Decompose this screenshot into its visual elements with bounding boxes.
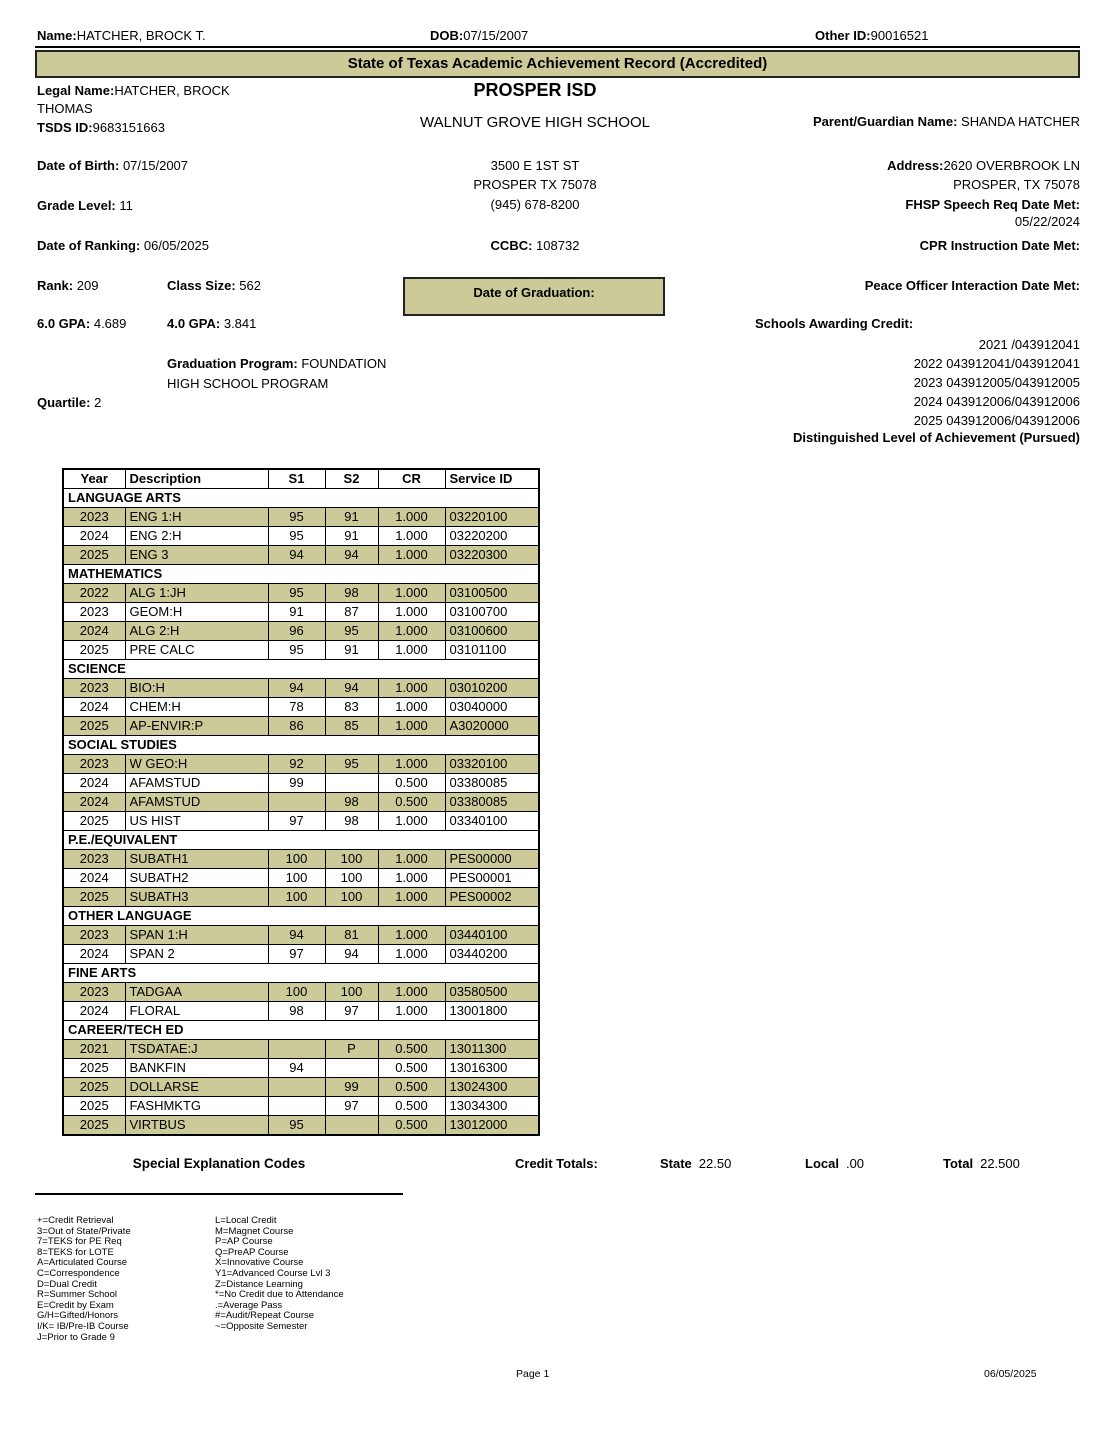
gpa4-label: 4.0 GPA:: [167, 316, 224, 331]
course-row: 2024 AFAMSTUD 99 0.500 03380085: [63, 774, 539, 793]
peace-officer-label: Peace Officer Interaction Date Met:: [864, 278, 1080, 293]
course-row: 2024 FLORAL 98 97 1.000 13001800: [63, 1002, 539, 1021]
course-row: 2024 CHEM:H 78 83 1.000 03040000: [63, 698, 539, 717]
course-row: 2025 FASHMKTG 97 0.500 13034300: [63, 1097, 539, 1116]
code-item: E=Credit by Exam: [37, 1299, 114, 1311]
col-s2: S2: [325, 469, 378, 489]
dob-value: 07/15/2007: [463, 28, 529, 43]
class-size-block: [167, 278, 261, 293]
home-address-label: Address:: [887, 158, 944, 173]
course-table-header: [63, 469, 539, 489]
code-item: #=Audit/Repeat Course: [215, 1310, 315, 1322]
credit-totals-label: Credit Totals:: [515, 1156, 598, 1171]
state-label: State: [660, 1156, 692, 1171]
course-row: 2025 SUBATH3 100 100 1.000 PES00002: [63, 888, 539, 907]
school-credit-line: 2022 043912041/043912041: [913, 356, 1080, 371]
course-row: 2024 SPAN 2 97 94 1.000 03440200: [63, 945, 539, 964]
name-value: HATCHER, BROCK T.: [76, 28, 206, 43]
course-row: 2025 VIRTBUS 95 0.500 13012000: [63, 1116, 539, 1136]
code-item: L=Local Credit: [215, 1215, 277, 1226]
tsds-id-block: [37, 120, 165, 135]
birth-date-value: 07/15/2007: [122, 158, 189, 173]
course-row: 2023 BIO:H 94 94 1.000 03010200: [63, 679, 539, 698]
codes-divider: [35, 1193, 403, 1195]
dob-line: [430, 28, 528, 43]
local-label: Local: [805, 1156, 839, 1171]
col-s1: S1: [268, 469, 325, 489]
course-row: 2024 ENG 2:H 95 91 1.000 03220200: [63, 527, 539, 546]
schools-awarding-label: Schools Awarding Credit:: [755, 316, 914, 331]
codes-title: Special Explanation Codes: [132, 1156, 306, 1171]
school-address-1: 3500 E 1ST ST: [490, 158, 580, 173]
course-row: 2025 ENG 3 94 94 1.000 03220300: [63, 546, 539, 565]
total-label: Total: [943, 1156, 974, 1171]
codes-left: [37, 1216, 131, 1343]
course-row: 2024 ALG 2:H 96 95 1.000 03100600: [63, 622, 539, 641]
col-cr: CR: [378, 469, 445, 489]
ranking-date-value: 06/05/2025: [143, 238, 209, 253]
category-row: OTHER LANGUAGE: [63, 907, 539, 926]
course-row: 2023 TADGAA 100 100 1.000 03580500: [63, 983, 539, 1002]
parent-guardian-label: Parent/Guardian Name:: [812, 114, 962, 129]
course-row: 2023 GEOM:H 91 87 1.000 03100700: [63, 603, 539, 622]
local-credit-total: [805, 1156, 864, 1171]
legal-name-label: Legal Name:: [37, 83, 115, 98]
course-row: 2025 US HIST 97 98 1.000 03340100: [63, 812, 539, 831]
category-row: P.E./EQUIVALENT: [63, 831, 539, 850]
schools-awarding-list: [620, 335, 1080, 430]
print-date: 06/05/2025: [984, 1368, 1037, 1380]
col-service-id: Service ID: [445, 469, 539, 489]
code-item: C=Correspondence: [37, 1267, 120, 1279]
other-id-value: 90016521: [870, 28, 929, 43]
transcript-body: [63, 489, 539, 1136]
district-name: PROSPER ISD: [473, 80, 597, 100]
code-item: M=Magnet Course: [215, 1225, 294, 1237]
graduation-program-label: Graduation Program:: [167, 356, 302, 371]
category-row: SCIENCE: [63, 660, 539, 679]
header-divider: [35, 46, 1080, 48]
rank-block: [37, 278, 98, 293]
code-item: Y1=Advanced Course Lvl 3: [215, 1267, 331, 1279]
ccbc-label: CCBC:: [490, 238, 537, 253]
code-item: G/H=Gifted/Honors: [37, 1310, 119, 1322]
gpa6-value: 4.689: [93, 316, 127, 331]
graduation-program-block: [167, 354, 415, 393]
state-value: 22.50: [698, 1156, 732, 1171]
course-row: 2023 W GEO:H 92 95 1.000 03320100: [63, 755, 539, 774]
code-item: I/K= IB/Pre-IB Course: [37, 1320, 129, 1332]
course-table: [62, 468, 540, 1136]
code-item: .=Average Pass: [215, 1299, 283, 1311]
grade-level-block: [37, 198, 133, 213]
name-label: Name:: [37, 28, 77, 43]
cpr-instruction-label: CPR Instruction Date Met:: [919, 238, 1080, 253]
parent-guardian-block: [620, 114, 1080, 129]
code-item: J=Prior to Grade 9: [37, 1331, 115, 1343]
class-size-label: Class Size:: [167, 278, 240, 293]
ranking-date-label: Date of Ranking:: [37, 238, 144, 253]
state-credit-total: [660, 1156, 731, 1171]
code-item: 8=TEKS for LOTE: [37, 1246, 114, 1258]
quartile-block: [37, 395, 101, 410]
class-size-value: 562: [239, 278, 261, 293]
fhsp-speech-date: 05/22/2024: [1014, 214, 1080, 229]
col-description: Description: [125, 469, 268, 489]
code-item: P=AP Course: [215, 1236, 273, 1248]
tsds-value: 9683151663: [92, 120, 165, 135]
ccbc-value: 108732: [536, 238, 580, 253]
school-credit-line: 2024 043912006/043912006: [913, 394, 1080, 409]
document-title-banner: State of Texas Academic Achievement Record (Accredited): [35, 50, 1080, 78]
code-item: D=Dual Credit: [37, 1278, 97, 1290]
category-row: SOCIAL STUDIES: [63, 736, 539, 755]
graduation-program-value: FOUNDATION HIGH SCHOOL PROGRAM: [167, 356, 387, 391]
course-row: 2023 SPAN 1:H 94 81 1.000 03440100: [63, 926, 539, 945]
course-row: 2025 BANKFIN 94 0.500 13016300: [63, 1059, 539, 1078]
code-item: R=Summer School: [37, 1289, 117, 1301]
gpa6-label: 6.0 GPA:: [37, 316, 94, 331]
category-row: FINE ARTS: [63, 964, 539, 983]
ranking-date-block: [37, 238, 209, 253]
codes-right: [215, 1216, 344, 1333]
course-row: 2025 DOLLARSE 99 0.500 13024300: [63, 1078, 539, 1097]
course-row: 2021 TSDATAE:J P 0.500 13011300: [63, 1040, 539, 1059]
birth-date-block: [37, 158, 188, 173]
code-item: 3=Out of State/Private: [37, 1225, 131, 1237]
total-credit-total: [943, 1156, 1020, 1171]
other-id-line: [815, 28, 928, 43]
code-item: 7=TEKS for PE Req: [37, 1236, 122, 1248]
gpa4-value: 3.841: [223, 316, 257, 331]
legal-name-value: HATCHER, BROCK THOMAS: [37, 83, 230, 116]
course-row: 2023 ENG 1:H 95 91 1.000 03220100: [63, 508, 539, 527]
total-value: 22.500: [980, 1156, 1020, 1171]
course-row: 2023 SUBATH1 100 100 1.000 PES00000: [63, 850, 539, 869]
code-item: *=No Credit due to Attendance: [215, 1289, 344, 1301]
birth-date-label: Date of Birth:: [37, 158, 123, 173]
campus-name: WALNUT GROVE HIGH SCHOOL: [419, 114, 651, 131]
rank-label: Rank:: [37, 278, 77, 293]
course-row: 2025 AP-ENVIR:P 86 85 1.000 A3020000: [63, 717, 539, 736]
page-number: Page 1: [516, 1368, 550, 1380]
grade-level-value: 11: [119, 198, 133, 213]
course-row: 2024 AFAMSTUD 98 0.500 03380085: [63, 793, 539, 812]
tsds-label: TSDS ID:: [37, 120, 93, 135]
school-credit-line: 2025 043912006/043912006: [913, 413, 1080, 428]
course-row: 2022 ALG 1:JH 95 98 1.000 03100500: [63, 584, 539, 603]
col-year: Year: [63, 469, 125, 489]
quartile-label: Quartile:: [37, 395, 95, 410]
rank-value: 209: [76, 278, 99, 293]
school-address-2: PROSPER TX 75078: [473, 177, 597, 192]
student-name-line: [37, 28, 206, 43]
course-row: 2025 PRE CALC 95 91 1.000 03101100: [63, 641, 539, 660]
code-item: A=Articulated Course: [37, 1257, 128, 1269]
gpa4-block: [167, 316, 256, 331]
category-row: LANGUAGE ARTS: [63, 489, 539, 508]
school-credit-line: 2023 043912005/043912005: [913, 375, 1080, 390]
gpa6-block: [37, 316, 126, 331]
graduation-date-box: Date of Graduation:: [403, 277, 665, 316]
school-credit-line: 2021 /043912041: [978, 337, 1080, 352]
code-item: Q=PreAP Course: [215, 1246, 289, 1258]
code-item: X=Innovative Course: [215, 1257, 304, 1269]
category-row: MATHEMATICS: [63, 565, 539, 584]
dob-label: DOB:: [430, 28, 464, 43]
parent-guardian-value: SHANDA HATCHER: [961, 114, 1080, 129]
distinguished-achievement: Distinguished Level of Achievement (Pursued): [792, 430, 1080, 445]
local-value: .00: [845, 1156, 865, 1171]
school-phone: (945) 678-8200: [490, 197, 580, 212]
home-address-1: 2620 OVERBROOK LN: [943, 158, 1080, 173]
other-id-label: Other ID:: [815, 28, 871, 43]
home-address-2: PROSPER, TX 75078: [953, 177, 1080, 192]
code-item: +=Credit Retrieval: [37, 1215, 114, 1226]
legal-name-block: [37, 82, 277, 118]
quartile-value: 2: [94, 395, 102, 410]
category-row: CAREER/TECH ED: [63, 1021, 539, 1040]
course-row: 2024 SUBATH2 100 100 1.000 PES00001: [63, 869, 539, 888]
code-item: Z=Distance Learning: [215, 1278, 303, 1290]
code-item: ~=Opposite Semester: [215, 1320, 308, 1332]
grade-level-label: Grade Level:: [37, 198, 120, 213]
home-address-block: [620, 158, 1080, 173]
fhsp-speech-label: FHSP Speech Req Date Met:: [905, 197, 1080, 212]
